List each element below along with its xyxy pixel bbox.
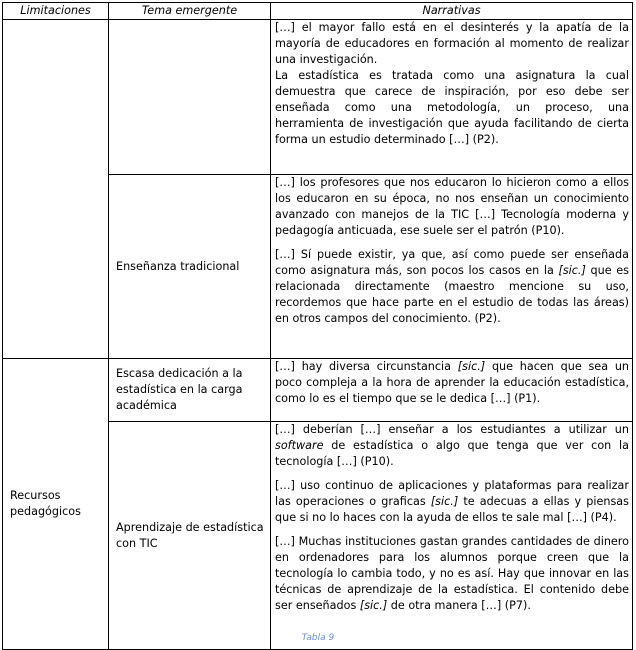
- narrativa-cell: [271, 422, 633, 650]
- narrativa-text: […] los profesores que nos educaron lo hicieron como a ellos los educaron en su época, no nos enseñan un conocimiento avanzado con manejos de la TIC […] Tecnología moderna y pedagogía anticuada, ese suele ser el patrón (P10).: [275, 176, 629, 237]
- table-header-row: [3, 3, 633, 20]
- limitacion-cell-empty: [3, 20, 109, 359]
- tema-cell: Enseñanza tradicional: [109, 175, 271, 359]
- limitacion-cell: Recursos pedagógicos: [3, 359, 109, 650]
- tema-text: Aprendizaje de estadística con TIC: [116, 520, 264, 550]
- header-narrativas: Narrativas: [271, 3, 633, 20]
- narrativa-text: […] el mayor fallo está en el desinterés y la apatía de la mayoría de educadores en formación al momento de realizar una investigación.: [275, 21, 629, 66]
- narrativa-cell: [271, 359, 633, 422]
- header-tema-emergente: Tema emergente: [109, 3, 271, 20]
- tema-cell: [109, 422, 271, 650]
- table-caption: Tabla 9: [301, 633, 335, 643]
- table-row: [3, 359, 633, 422]
- tema-cell: [109, 20, 271, 175]
- narrativa-cell: [271, 175, 633, 359]
- narrativa-text: […] uso continuo de aplicaciones y plataformas para realizar las operaciones o graficas [sic.] te adecuas a ellas y piensas que si no lo haces con la ayuda de ellos te sale mal […] (P4).: [275, 479, 629, 524]
- header-limitaciones: Limitaciones: [3, 3, 109, 20]
- narratives-table: [2, 2, 633, 650]
- narrativa-text: […] hay diversa circunstancia [sic.] que hacen que sea un poco compleja a la hora de aprender la educación estadística, como lo es el tiempo que se le dedica […] (P1).: [275, 360, 629, 405]
- narrativa-text: […] Sí puede existir, ya que, así como puede ser enseñada como asignatura más, son pocos los casos en la [sic.] que es relacionada directamente (maestro mencione su uso, recordemos que hace parte en el estudio de todas las áreas) en otros campos del conocimiento. (P2).: [275, 248, 629, 325]
- tema-cell: Escasa dedicación a la estadística en la carga académica: [109, 359, 271, 422]
- narrativa-text: […] Muchas instituciones gastan grandes cantidades de dinero en ordenadores para los alumnos porque creen que la tecnología lo cambia todo, y no es así. Hay que innovar en las técnicas de aprendizaje de la estadística. El contenido debe ser enseñados [sic.] de otra manera […] (P7).: [275, 535, 629, 612]
- table-row: [3, 20, 633, 175]
- narrativa-text: […] deberían […] enseñar a los estudiantes a utilizar un software de estadística o algo que tenga que ver con la tecnología […] (P10).: [275, 423, 629, 468]
- narrativa-text: La estadística es tratada como una asignatura la cual demuestra que carece de inspiración, por eso debe ser enseñada como una metodología, un proceso, una herramienta de investigación que ayuda facilitando de cierta forma un estudio determinado […] (P2).: [275, 69, 629, 146]
- narrativa-cell: [271, 20, 633, 175]
